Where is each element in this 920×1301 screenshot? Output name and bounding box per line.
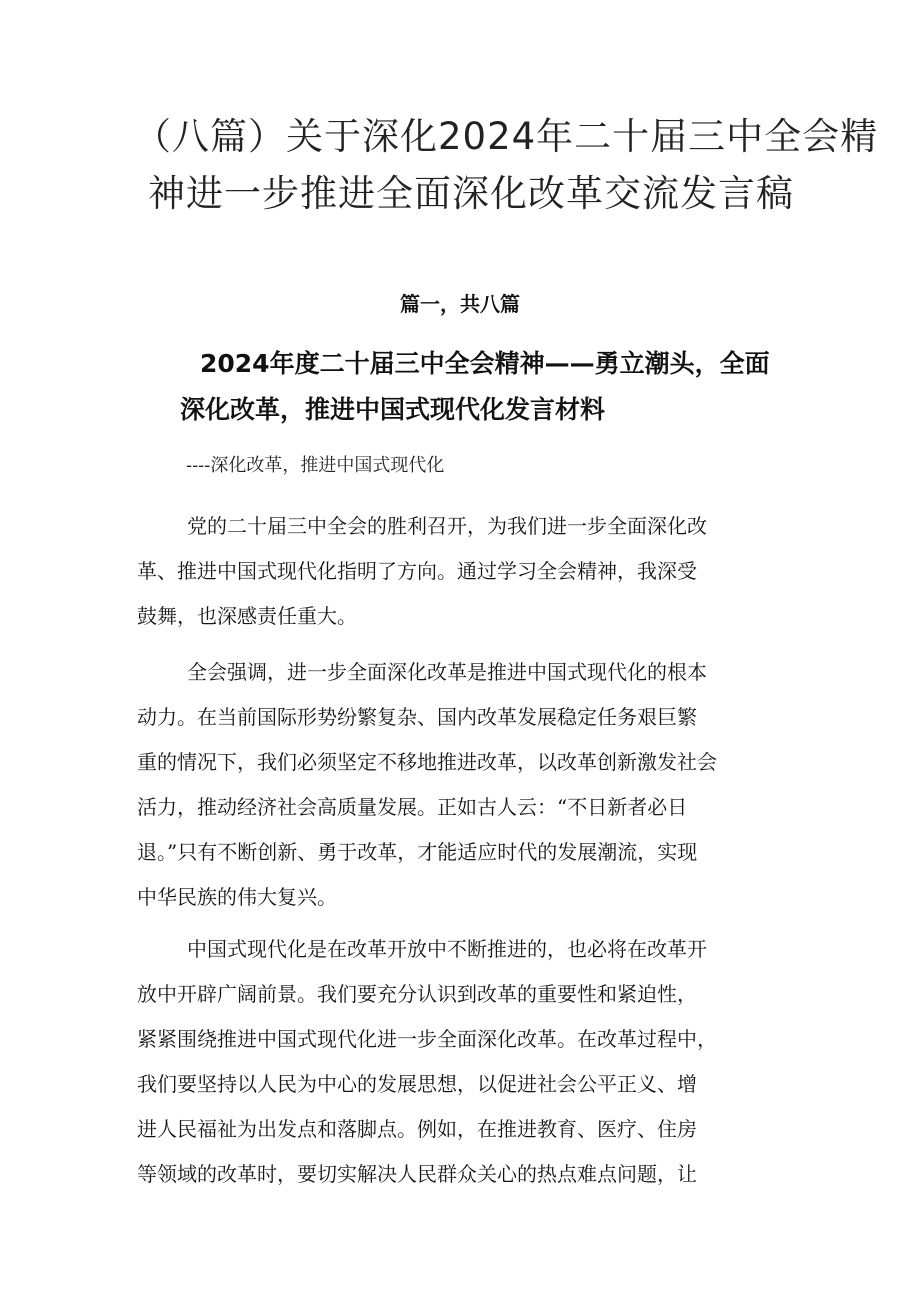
paragraph-line: 紧紧围绕推进中国式现代化进一步全面深化改革。在改革过程中，	[137, 1027, 717, 1051]
document-title-line: 神进一步推进全面深化改革交流发言稿	[148, 172, 794, 215]
paragraph-line: 动力。在当前国际形势纷繁复杂、国内改革发展稳定任务艰巨繁	[137, 705, 697, 729]
paragraph-line: 鼓舞，也深感责任重大。	[137, 604, 357, 628]
paragraph-line: 中国式现代化是在改革开放中不断推进的，也必将在改革开	[187, 937, 707, 961]
paragraph-line: 活力，推动经济社会高质量发展。正如古人云：“不日新者必日	[137, 795, 688, 819]
paragraph-line: 党的二十届三中全会的胜利召开，为我们进一步全面深化改	[187, 514, 707, 538]
body-paragraph	[137, 927, 797, 1197]
body-paragraph	[137, 504, 797, 639]
body-paragraph	[137, 650, 797, 920]
paragraph-line: 我们要坚持以人民为中心的发展思想，以促进社会公平正义、增	[137, 1072, 697, 1096]
section-label: 篇一，共八篇	[400, 292, 520, 316]
paragraph-line: 放中开辟广阔前景。我们要充分认识到改革的重要性和紧迫性，	[137, 982, 697, 1006]
document-title	[134, 108, 879, 222]
paragraph-line: 退。”只有不断创新、勇于改革，才能适应时代的发展潮流，实现	[137, 840, 698, 864]
paragraph-line: 进人民福祉为出发点和落脚点。例如，在推进教育、医疗、住房	[137, 1117, 697, 1141]
paragraph-line: 等领域的改革时，要切实解决人民群众关心的热点难点问题，让	[137, 1162, 697, 1186]
paragraph-line: 重的情况下，我们必须坚定不移地推进改革，以改革创新激发社会	[137, 750, 717, 774]
article-subheading: ----深化改革，推进中国式现代化	[186, 455, 445, 476]
paragraph-line: 中华民族的伟大复兴。	[137, 885, 337, 909]
article-title	[180, 341, 810, 433]
article-title-line: 2024年度二十届三中全会精神——勇立潮头，全面	[200, 349, 770, 378]
document-title-line: （八篇）关于深化2024年二十届三中全会精	[134, 115, 879, 158]
article-title-line: 深化改革，推进中国式现代化发言材料	[180, 395, 606, 424]
paragraph-line: 革、推进中国式现代化指明了方向。通过学习全会精神，我深受	[137, 559, 697, 583]
paragraph-line: 全会强调，进一步全面深化改革是推进中国式现代化的根本	[187, 660, 707, 684]
